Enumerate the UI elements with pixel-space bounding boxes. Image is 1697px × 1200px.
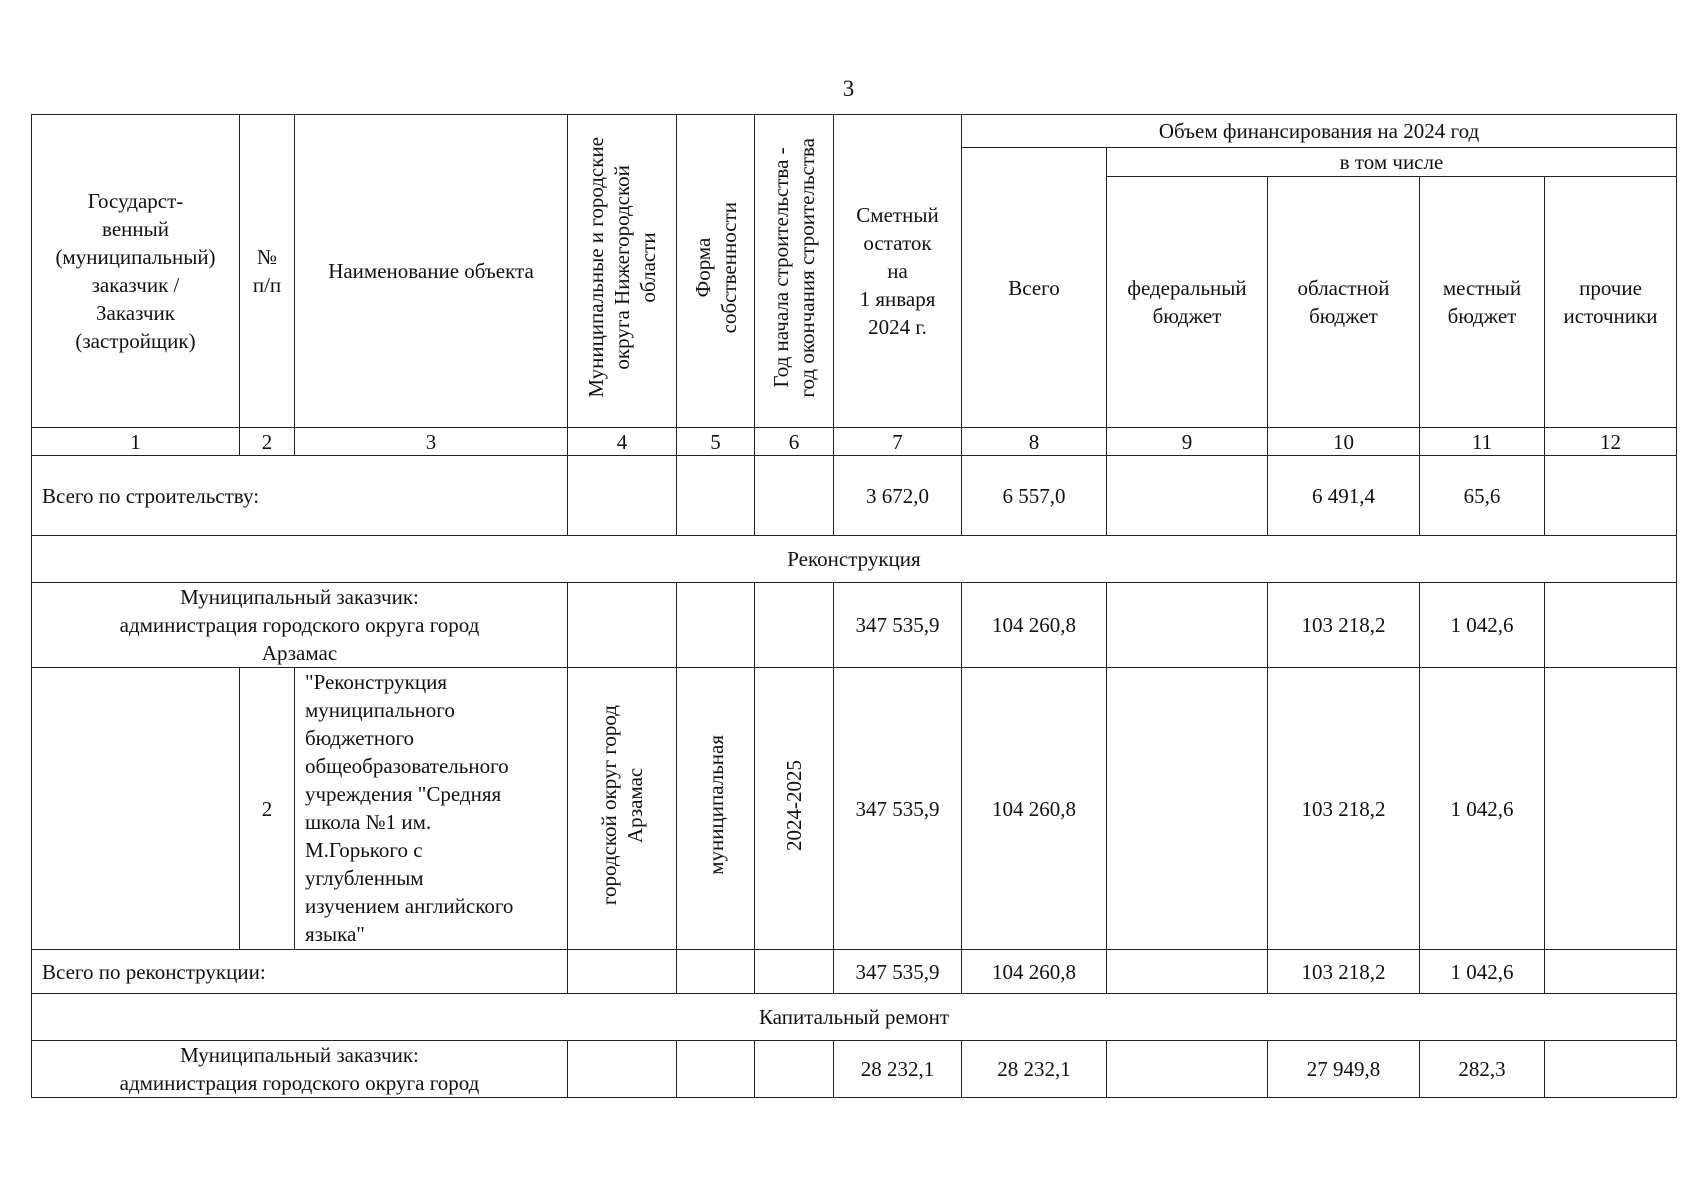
total-reconstruction-row: Всего по реконструкции: 347 535,9 104 260,8 103 218,2 1 042,6	[32, 950, 1677, 994]
customer-row-1: Муниципальный заказчик: администрация городского округа город Арзамас 347 535,9 104 260,8 103 218,2 1 042,6	[32, 583, 1677, 668]
header-other: прочие источники	[1545, 177, 1677, 428]
object-row-1: 2 "Реконструкция муниципального бюджетного общеобразовательного учреждения "Средняя школа №1 им. М.Горького с углубленным изучением английского языка" городской округ город Арзамас муниципальная 2024-2025 347 535,9 104 260,8 103 218,2 1 042,6	[32, 668, 1677, 950]
object-name: "Реконструкция муниципального бюджетного общеобразовательного учреждения "Средняя школа №1 им. М.Горького с углубленным изучением английского языка"	[295, 668, 568, 950]
header-number: № п/п	[240, 115, 295, 428]
total-construction-row: Всего по строительству: 3 672,0 6 557,0 6 491,4 65,6	[32, 456, 1677, 536]
section-capital-repair: Капитальный ремонт	[32, 994, 1677, 1041]
header-ownership: Форма собственности	[677, 115, 755, 428]
header-federal: федеральный бюджет	[1107, 177, 1268, 428]
header-financing: Объем финансирования на 2024 год	[962, 115, 1677, 148]
page-number: 3	[842, 76, 855, 101]
header-row-1	[32, 115, 1677, 148]
header-estimate-balance: Сметный остаток на 1 января 2024 г.	[834, 115, 962, 428]
object-number: 2	[240, 668, 295, 950]
customer-row-2: Муниципальный заказчик: администрация городского округа город 28 232,1 28 232,1 27 949,8 282,3	[32, 1041, 1677, 1098]
header-district: Муниципальные и городские округа Нижегородской области	[568, 115, 677, 428]
object-district: городской округ город Арзамас	[568, 668, 677, 950]
header-years: Год начала строительства - год окончания строительства	[755, 115, 834, 428]
header-total: Всего	[962, 148, 1107, 428]
customer-label: Муниципальный заказчик: администрация городского округа город Арзамас	[32, 583, 568, 668]
header-object-name: Наименование объекта	[295, 115, 568, 428]
financing-table	[31, 114, 1677, 1098]
header-regional: областной бюджет	[1268, 177, 1420, 428]
section-reconstruction: Реконструкция	[32, 536, 1677, 583]
header-customer: Государст- венный (муниципальный) заказчик / Заказчик (застройщик)	[32, 115, 240, 428]
customer-label-2: Муниципальный заказчик: администрация городского округа город	[32, 1041, 568, 1098]
header-local: местный бюджет	[1420, 177, 1545, 428]
header-including: в том числе	[1107, 148, 1677, 177]
object-ownership: муниципальная	[677, 668, 755, 950]
object-years: 2024-2025	[755, 668, 834, 950]
column-numbers-row: 1 2 3 4 5 6 7 8 9 10 11 12	[32, 428, 1677, 456]
